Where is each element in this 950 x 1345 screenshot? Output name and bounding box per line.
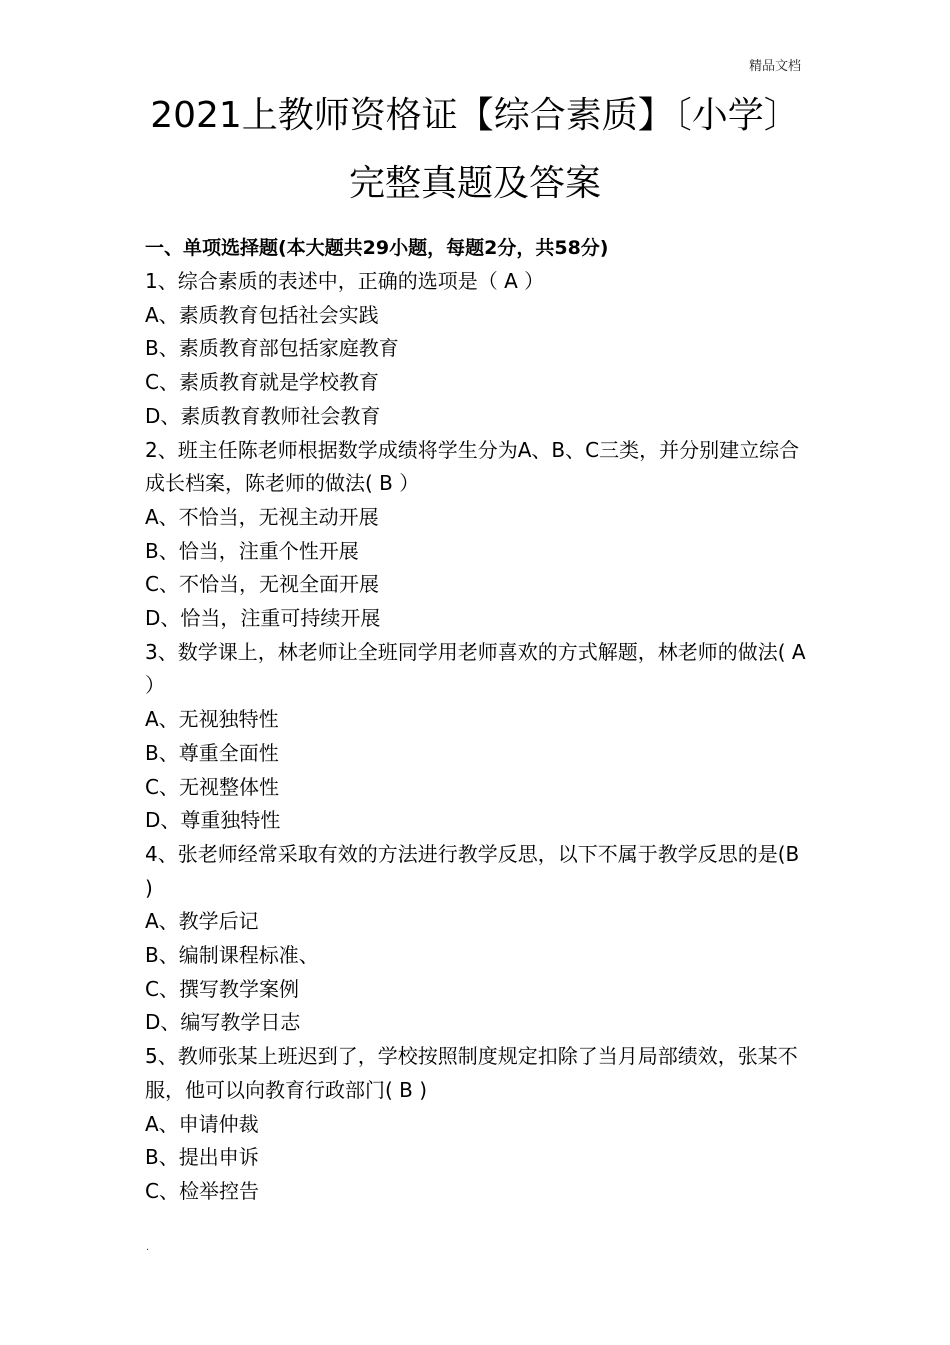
question-text: 1、综合素质的表述中，正确的选项是（ A ） (145, 269, 545, 293)
question-block-3 (145, 636, 810, 838)
option-a: A、教学后记 (145, 909, 259, 934)
option-c: C、不恰当，无视全面开展 (145, 572, 379, 597)
option-a: A、不恰当，无视主动开展 (145, 504, 379, 529)
question-block-5 (145, 1040, 810, 1209)
option-b: B、恰当，注重个性开展 (145, 538, 359, 563)
document-title-line-2: 完整真题及答案 (348, 163, 601, 204)
option-d: D、素质教育教师社会教育 (145, 403, 381, 428)
header-note: 精品文档 (749, 59, 802, 74)
option-d: D、编写教学日志 (145, 1010, 301, 1035)
option-a: A、素质教育包括社会实践 (145, 302, 379, 327)
question-block-1 (145, 265, 810, 434)
document-title-line-1: 2021上教师资格证【综合素质】〔小学〕 (150, 95, 800, 136)
section-heading: 一、单项选择题(本大题共29小题，每题2分，共58分) (145, 237, 609, 259)
option-d: D、尊重独特性 (145, 808, 281, 833)
question-text: 3、数学课上，林老师让全班同学用老师喜欢的方式解题，林老师的做法( A ） (145, 639, 806, 698)
option-a: A、无视独特性 (145, 707, 279, 732)
option-c: C、撰写教学案例 (145, 976, 299, 1001)
question-block-4 (145, 838, 810, 1040)
option-b: B、提出申诉 (145, 1145, 259, 1170)
option-a: A、申请仲裁 (145, 1111, 259, 1136)
option-b: B、尊重全面性 (145, 740, 279, 765)
footer-mark: . (146, 1242, 150, 1253)
question-text: 2、班主任陈老师根据数学成绩将学生分为A、B、C三类，并分别建立综合成长档案，陈老师的做法( B ） (145, 437, 800, 496)
question-text: 5、教师张某上班迟到了，学校按照制度规定扣除了当月局部绩效，张某不服，他可以向教育行政部门( B ) (145, 1044, 798, 1102)
document-body (145, 232, 810, 1209)
option-c: C、无视整体性 (145, 774, 279, 799)
question-text: 4、张老师经常采取有效的方法进行教学反思，以下不属于教学反思的是(B ) (145, 841, 800, 900)
question-block-2 (145, 434, 810, 636)
option-c: C、检举控告 (145, 1178, 259, 1203)
option-d: D、恰当，注重可持续开展 (145, 606, 381, 631)
option-b: B、编制课程标准、 (145, 943, 319, 968)
option-b: B、素质教育部包括家庭教育 (145, 336, 399, 361)
option-c: C、素质教育就是学校教育 (145, 370, 379, 395)
